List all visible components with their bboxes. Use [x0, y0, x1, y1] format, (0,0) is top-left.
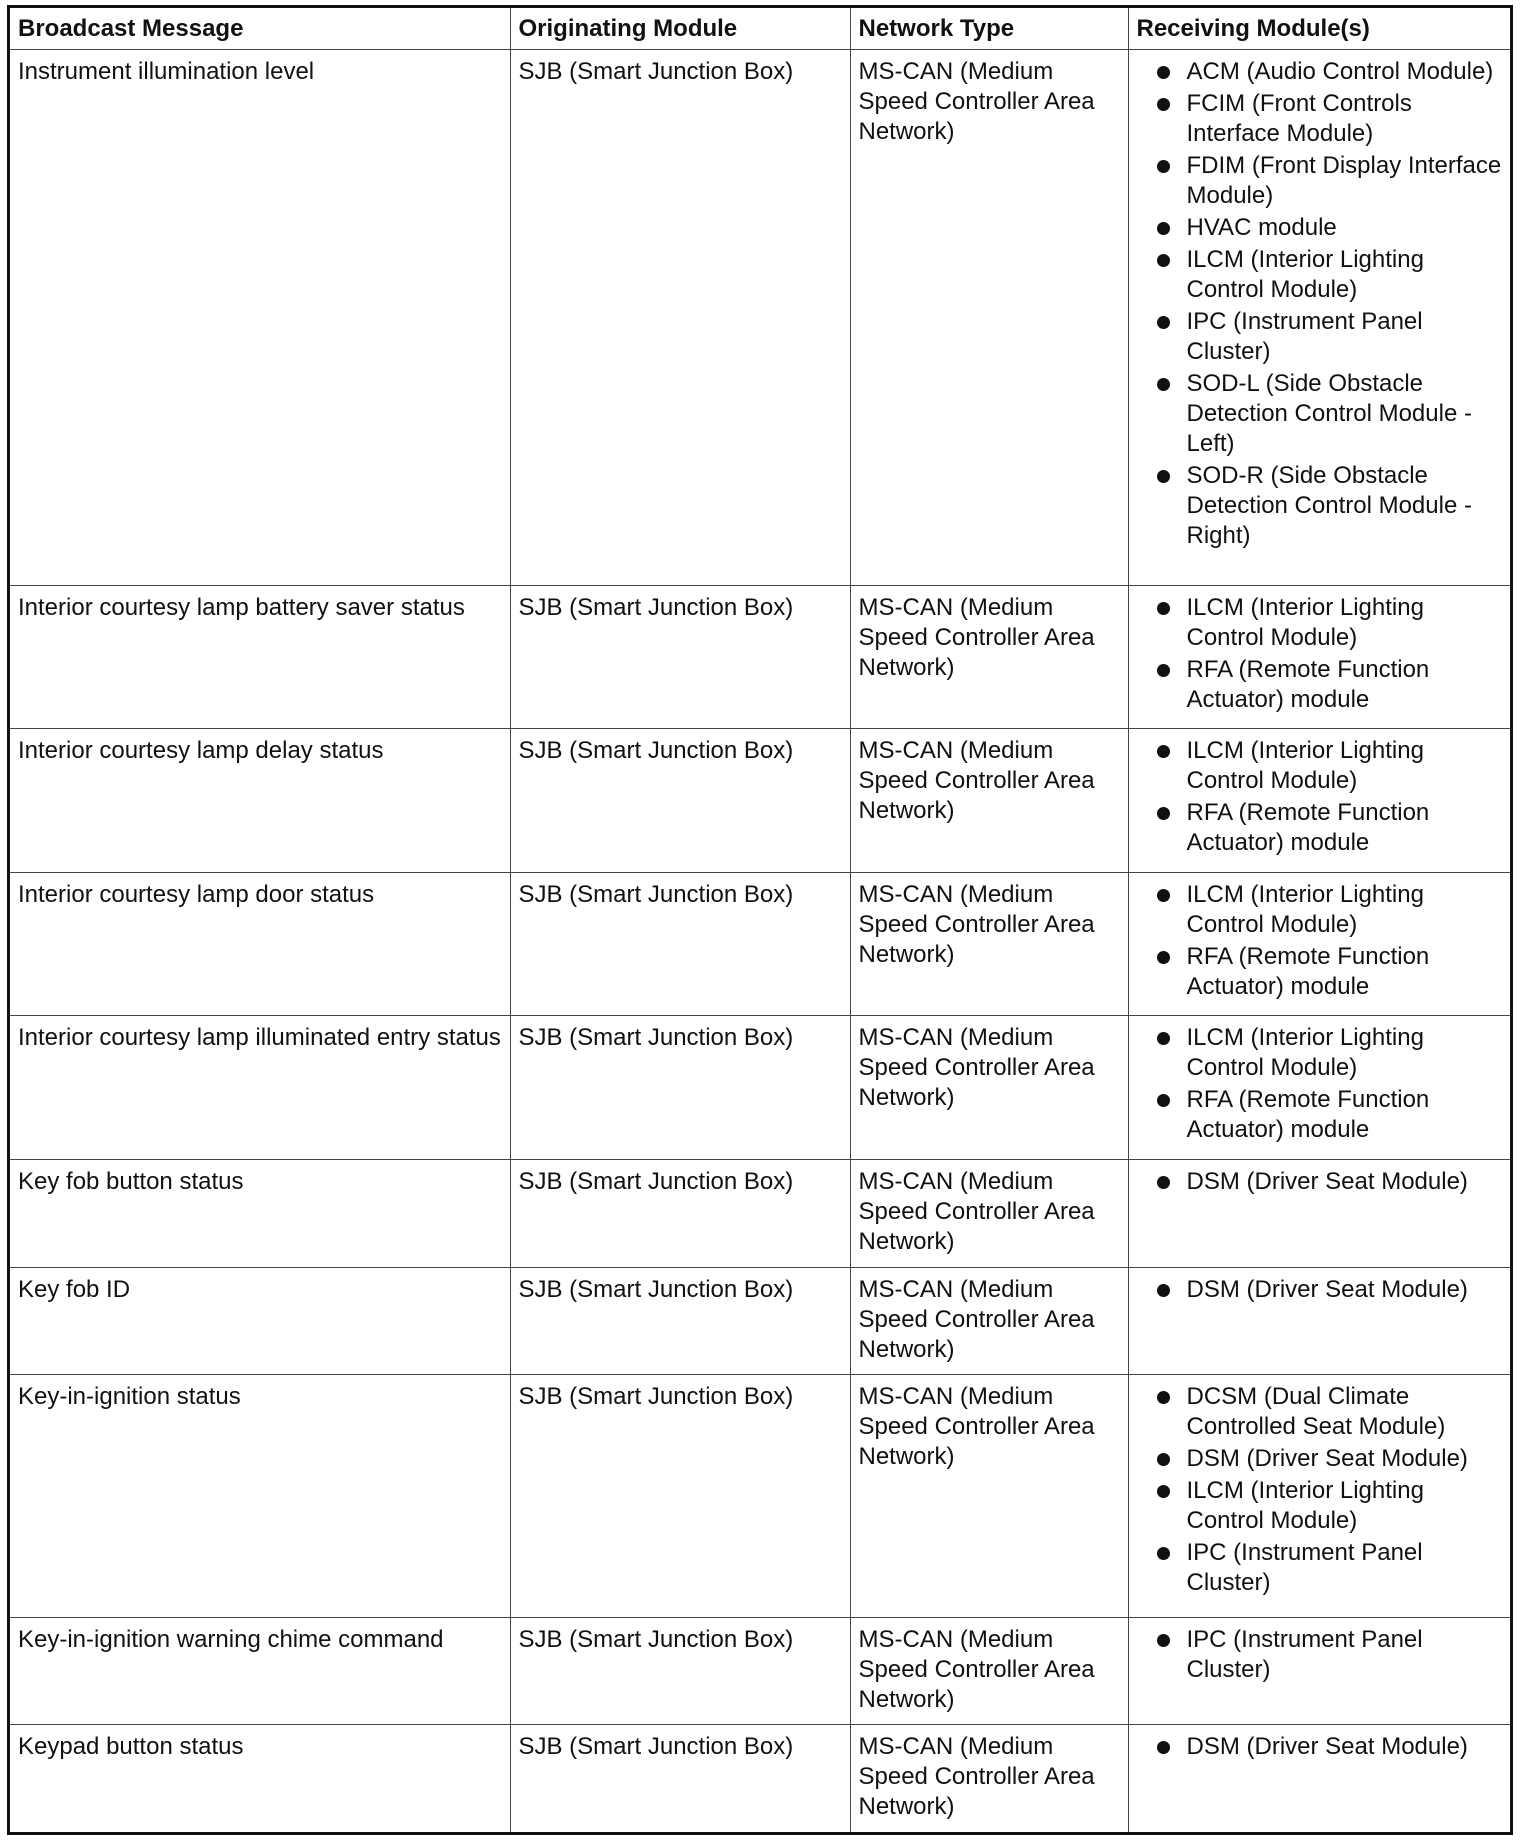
receiving-module-label: DSM (Driver Seat Module)	[1186, 1275, 1468, 1303]
list-item	[1137, 57, 1503, 87]
table-row	[10, 585, 1510, 728]
receiving-modules-cell	[1128, 50, 1510, 586]
receiving-module-label: IPC (Instrument Panel Cluster)	[1186, 308, 1423, 365]
bullet-icon	[1157, 807, 1170, 820]
receiving-modules-list	[1137, 1167, 1503, 1197]
receiving-module-label: ILCM (Interior Lighting Control Module)	[1186, 1477, 1424, 1535]
list-item	[1137, 1625, 1503, 1685]
receiving-module-label: FDIM (Front Display Interface Module)	[1186, 152, 1502, 209]
bullet-icon	[1157, 1176, 1170, 1189]
receiving-modules-cell	[1128, 1267, 1510, 1375]
table-row	[10, 729, 1510, 872]
network-type-cell: MS-CAN (Medium Speed Controller Area Network)	[850, 585, 1128, 728]
list-item	[1137, 89, 1503, 149]
list-item	[1137, 245, 1503, 305]
table-row	[10, 1159, 1510, 1267]
receiving-modules-list	[1137, 1732, 1503, 1762]
bullet-icon	[1157, 98, 1170, 111]
originating-module-cell: SJB (Smart Junction Box)	[510, 50, 850, 586]
originating-module-cell: SJB (Smart Junction Box)	[510, 729, 850, 872]
table-row	[10, 1375, 1510, 1618]
receiving-module-label: ILCM (Interior Lighting Control Module)	[1186, 593, 1424, 651]
bullet-icon	[1157, 1741, 1170, 1754]
originating-module-cell: SJB (Smart Junction Box)	[510, 1159, 850, 1267]
list-item	[1137, 1275, 1503, 1305]
header-broadcast-message: Broadcast Message	[10, 8, 510, 50]
receiving-module-label: ILCM (Interior Lighting Control Module)	[1186, 1024, 1424, 1082]
network-type-cell: MS-CAN (Medium Speed Controller Area Network)	[850, 1159, 1128, 1267]
list-item	[1137, 151, 1503, 211]
bullet-icon	[1157, 1485, 1170, 1498]
broadcast-message-cell: Interior courtesy lamp door status	[10, 872, 510, 1015]
receiving-modules-cell	[1128, 1016, 1510, 1159]
list-item	[1137, 593, 1503, 653]
table-row	[10, 872, 1510, 1015]
list-item	[1137, 461, 1503, 551]
broadcast-message-cell: Keypad button status	[10, 1725, 510, 1832]
bullet-icon	[1157, 378, 1170, 391]
receiving-modules-list	[1137, 1275, 1503, 1305]
receiving-module-label: IPC (Instrument Panel Cluster)	[1186, 1625, 1423, 1683]
table-row	[10, 50, 1510, 586]
broadcast-message-cell: Key fob ID	[10, 1267, 510, 1375]
network-type-cell: MS-CAN (Medium Speed Controller Area Network)	[850, 1267, 1128, 1375]
table-row	[10, 1617, 1510, 1725]
broadcast-message-table-frame	[7, 5, 1513, 1835]
originating-module-cell: SJB (Smart Junction Box)	[510, 872, 850, 1015]
bullet-icon	[1157, 316, 1170, 329]
receiving-modules-cell	[1128, 872, 1510, 1015]
receiving-modules-list	[1137, 1625, 1503, 1685]
broadcast-message-table	[10, 8, 1510, 1832]
bullet-icon	[1157, 222, 1170, 235]
bullet-icon	[1157, 745, 1170, 758]
broadcast-message-cell: Key-in-ignition warning chime command	[10, 1617, 510, 1725]
receiving-module-label: RFA (Remote Function Actuator) module	[1186, 799, 1430, 857]
table-row	[10, 1725, 1510, 1832]
broadcast-message-cell: Key-in-ignition status	[10, 1375, 510, 1618]
bullet-icon	[1157, 1284, 1170, 1297]
bullet-icon	[1157, 1032, 1170, 1045]
bullet-icon	[1157, 1453, 1170, 1466]
list-item	[1137, 942, 1503, 1002]
receiving-module-label: SOD-L (Side Obstacle Detection Control Module - Left)	[1186, 370, 1472, 457]
originating-module-cell: SJB (Smart Junction Box)	[510, 585, 850, 728]
bullet-icon	[1157, 664, 1170, 677]
receiving-modules-cell	[1128, 1159, 1510, 1267]
originating-module-cell: SJB (Smart Junction Box)	[510, 1617, 850, 1725]
receiving-modules-list	[1137, 593, 1503, 715]
table-row	[10, 1016, 1510, 1159]
broadcast-message-cell: Instrument illumination level	[10, 50, 510, 586]
list-item	[1137, 1444, 1503, 1474]
bullet-icon	[1157, 66, 1170, 79]
list-item	[1137, 1476, 1503, 1536]
network-type-cell: MS-CAN (Medium Speed Controller Area Network)	[850, 1725, 1128, 1832]
header-row	[10, 8, 1510, 50]
table-row	[10, 1267, 1510, 1375]
bullet-icon	[1157, 1547, 1170, 1560]
list-item	[1137, 1023, 1503, 1083]
bullet-icon	[1157, 602, 1170, 615]
receiving-modules-list	[1137, 1382, 1503, 1598]
receiving-module-label: RFA (Remote Function Actuator) module	[1186, 942, 1430, 1000]
receiving-module-label: ILCM (Interior Lighting Control Module)	[1186, 880, 1424, 938]
list-item	[1137, 307, 1503, 367]
receiving-module-label: SOD-R (Side Obstacle Detection Control Module - Right)	[1186, 462, 1472, 549]
receiving-module-label: HVAC module	[1186, 214, 1337, 241]
receiving-module-label: RFA (Remote Function Actuator) module	[1186, 1086, 1430, 1144]
network-type-cell: MS-CAN (Medium Speed Controller Area Network)	[850, 1016, 1128, 1159]
list-item	[1137, 213, 1503, 243]
originating-module-cell: SJB (Smart Junction Box)	[510, 1725, 850, 1832]
receiving-module-label: DSM (Driver Seat Module)	[1186, 1167, 1468, 1195]
header-network-type: Network Type	[850, 8, 1128, 50]
receiving-module-label: FCIM (Front Controls Interface Module)	[1186, 90, 1412, 147]
receiving-module-label: DSM (Driver Seat Module)	[1186, 1733, 1468, 1761]
receiving-modules-cell	[1128, 1725, 1510, 1832]
receiving-module-label: IPC (Instrument Panel Cluster)	[1186, 1539, 1423, 1597]
list-item	[1137, 1085, 1503, 1145]
broadcast-message-cell: Interior courtesy lamp illuminated entry status	[10, 1016, 510, 1159]
list-item	[1137, 736, 1503, 796]
bullet-icon	[1157, 1094, 1170, 1107]
list-item	[1137, 1538, 1503, 1598]
bullet-icon	[1157, 889, 1170, 902]
receiving-module-label: RFA (Remote Function Actuator) module	[1186, 655, 1430, 713]
bullet-icon	[1157, 1634, 1170, 1647]
list-item	[1137, 1382, 1503, 1442]
receiving-modules-list	[1137, 880, 1503, 1002]
list-item	[1137, 880, 1503, 940]
receiving-modules-list	[1137, 736, 1503, 858]
broadcast-message-cell: Interior courtesy lamp delay status	[10, 729, 510, 872]
network-type-cell: MS-CAN (Medium Speed Controller Area Network)	[850, 872, 1128, 1015]
list-item	[1137, 1167, 1503, 1197]
receiving-module-label: DSM (Driver Seat Module)	[1186, 1445, 1468, 1473]
network-type-cell: MS-CAN (Medium Speed Controller Area Network)	[850, 1375, 1128, 1618]
network-type-cell: MS-CAN (Medium Speed Controller Area Network)	[850, 1617, 1128, 1725]
receiving-modules-list	[1137, 57, 1503, 551]
list-item	[1137, 369, 1503, 459]
receiving-modules-cell	[1128, 729, 1510, 872]
bullet-icon	[1157, 160, 1170, 173]
receiving-module-label: DCSM (Dual Climate Controlled Seat Module)	[1186, 1383, 1446, 1441]
originating-module-cell: SJB (Smart Junction Box)	[510, 1267, 850, 1375]
header-receiving-modules: Receiving Module(s)	[1128, 8, 1510, 50]
bullet-icon	[1157, 254, 1170, 267]
originating-module-cell: SJB (Smart Junction Box)	[510, 1016, 850, 1159]
bullet-icon	[1157, 470, 1170, 483]
receiving-modules-cell	[1128, 1617, 1510, 1725]
broadcast-message-cell: Interior courtesy lamp battery saver status	[10, 585, 510, 728]
bullet-icon	[1157, 951, 1170, 964]
receiving-modules-cell	[1128, 585, 1510, 728]
list-item	[1137, 798, 1503, 858]
bullet-icon	[1157, 1391, 1170, 1404]
originating-module-cell: SJB (Smart Junction Box)	[510, 1375, 850, 1618]
network-type-cell: MS-CAN (Medium Speed Controller Area Network)	[850, 50, 1128, 586]
receiving-module-label: ACM (Audio Control Module)	[1186, 58, 1494, 85]
header-originating-module: Originating Module	[510, 8, 850, 50]
list-item	[1137, 1732, 1503, 1762]
receiving-module-label: ILCM (Interior Lighting Control Module)	[1186, 246, 1424, 303]
receiving-module-label: ILCM (Interior Lighting Control Module)	[1186, 737, 1424, 795]
receiving-modules-list	[1137, 1023, 1503, 1145]
receiving-modules-cell	[1128, 1375, 1510, 1618]
list-item	[1137, 655, 1503, 715]
broadcast-message-cell: Key fob button status	[10, 1159, 510, 1267]
network-type-cell: MS-CAN (Medium Speed Controller Area Network)	[850, 729, 1128, 872]
